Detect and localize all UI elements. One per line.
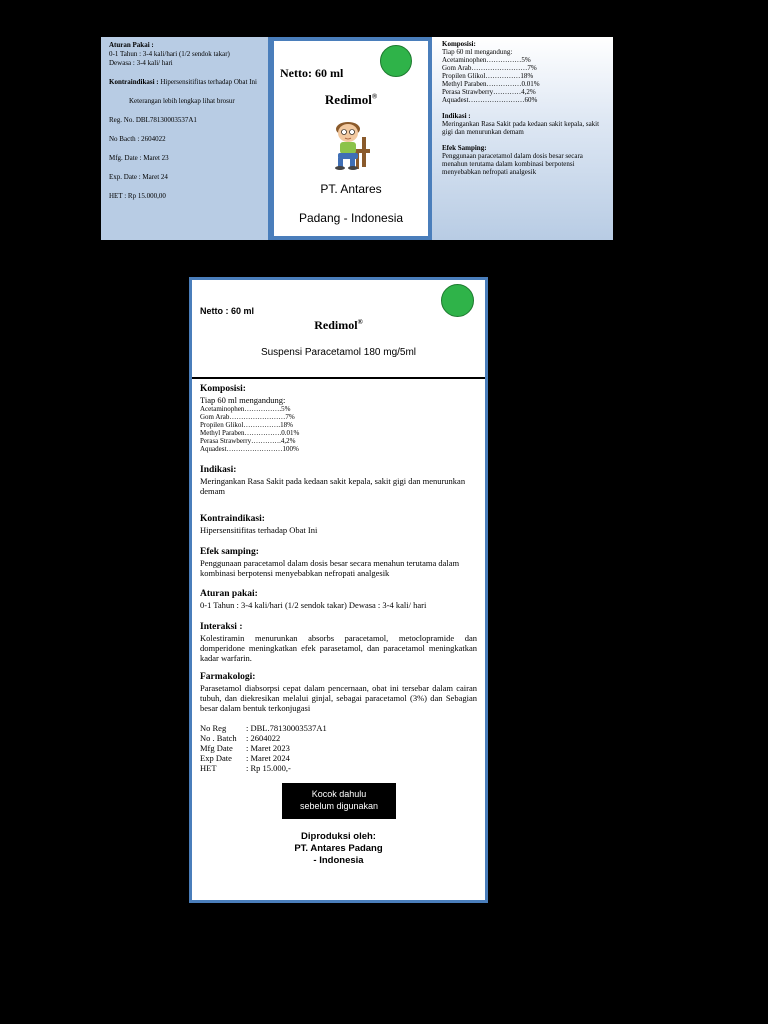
efek-section <box>200 547 477 578</box>
tiap-line: Tiap 60 ml mengandung: <box>442 48 513 56</box>
producer-line2: - Indonesia <box>313 855 364 866</box>
company-name: PT. Antares <box>320 182 382 196</box>
top-right-panel <box>432 37 613 240</box>
ingredient: Perasa Strawberry………….4,2% <box>200 437 296 445</box>
aturan-title: Aturan Pakai : <box>109 41 154 49</box>
farmakologi-section <box>200 672 477 713</box>
ingredient: Gom Arab……………………7% <box>442 64 537 72</box>
company-location: Padang - Indonesia <box>298 211 404 225</box>
producer-block <box>192 831 485 867</box>
shake-notice <box>282 783 396 819</box>
ingredient: Methyl Paraben……………0.01% <box>442 80 540 88</box>
brand-title: Redimol® <box>324 92 378 107</box>
bottom-label <box>189 277 488 903</box>
batch-number: No Bacth : 2604022 <box>109 135 166 143</box>
reg-number: Reg. No. DBL78130003537A1 <box>109 116 197 124</box>
indikasi-text: Meringankan Rasa Sakit pada kedaan sakit kepala, sakit gigi dan menurunkan demam <box>200 476 466 496</box>
info-row: HET : Rp 15.000,- <box>200 763 291 773</box>
interaksi-section <box>200 622 477 663</box>
kontra-text: Hipersensitifitas terhadap Obat Ini <box>200 525 318 535</box>
brosur-note: Keterangan lebih lengkap lihat brosur <box>129 97 235 105</box>
aturan-title: Aturan pakai: <box>200 589 258 599</box>
brand-title: Redimol® <box>314 318 363 332</box>
efek-title: Efek samping: <box>200 547 259 557</box>
efek-text: Penggunaan paracetamol dalam dosis besar secara menahun terutama dalam kombinasi berpotensi menyebabkan nefropati analgesik <box>442 152 583 176</box>
indikasi-title: Indikasi : <box>442 112 471 120</box>
info-table <box>200 723 477 773</box>
komposisi-title: Komposisi: <box>200 384 246 394</box>
producer-title: Diproduksi oleh: <box>301 831 376 842</box>
ingredient: Aquadest……………………60% <box>442 96 538 104</box>
komposisi-title: Komposisi: <box>442 40 476 48</box>
aturan-text: 0-1 Tahun : 3-4 kali/hari (1/2 sendok takar) Dewasa : 3-4 kali/ hari <box>200 600 427 610</box>
farma-title: Farmakologi: <box>200 672 256 682</box>
shake-line2: sebelum digunakan <box>299 801 379 811</box>
green-dot-icon <box>441 284 474 317</box>
info-row: No . Batch : 2604022 <box>200 733 281 743</box>
interaksi-title: Interaksi : <box>200 622 243 632</box>
efek-text: Penggunaan paracetamol dalam dosis besar secara menahun terutama dalam kombinasi berpotensi menyebabkan nefropati analgesik <box>200 558 460 578</box>
indikasi-text: Meringankan Rasa Sakit pada kedaan sakit kepala, sakit gigi dan menurunkan demam <box>442 120 600 136</box>
ingredient: Acetaminophen……………5% <box>442 56 531 64</box>
tiap-line: Tiap 60 ml mengandung: <box>200 395 286 405</box>
aturan-line2: Dewasa : 3-4 kali/ hari <box>109 59 173 67</box>
exp-date: Exp. Date : Maret 24 <box>109 173 168 181</box>
ingredient: Acetaminophen…………….5% <box>200 405 291 413</box>
top-center-panel <box>270 37 432 240</box>
shake-line1: Kocok dahulu <box>311 789 367 799</box>
ingredient: Methyl Paraben…………….0.01% <box>200 429 300 437</box>
mfg-date: Mfg. Date : Maret 23 <box>109 154 169 162</box>
komposisi-section <box>200 384 477 453</box>
kontra-section <box>200 514 477 535</box>
ingredient: Perasa Strawberry…………4,2% <box>442 88 536 96</box>
kontra-line: Kontraindikasi : Hipersensitifitas terhadap Obat Ini <box>109 78 257 86</box>
info-row: Mfg Date : Maret 2023 <box>200 743 290 753</box>
indikasi-section <box>200 465 477 496</box>
ingredient: Propilen Glikol…………….18% <box>200 421 293 429</box>
ingredient: Aquadest……………………100% <box>200 445 299 453</box>
netto-label: Netto : 60 ml <box>200 306 255 316</box>
efek-title: Efek Samping: <box>442 144 487 152</box>
netto-label: Netto: 60 ml <box>280 66 344 80</box>
kontra-title: Kontraindikasi: <box>200 514 265 524</box>
info-row: No Reg : DBL.78130003537A1 <box>200 723 327 733</box>
ingredient: Propilen Glikol……………18% <box>442 72 534 80</box>
aturan-section <box>200 589 477 610</box>
ingredient: Gom Arab……………………7% <box>200 413 295 421</box>
divider <box>192 377 485 379</box>
indikasi-title: Indikasi: <box>200 465 237 475</box>
aturan-line1: 0-1 Tahun : 3-4 kali/hari (1/2 sendok takar) <box>109 50 230 58</box>
interaksi-text: Kolestiramin menurunkan absorbs paracetamol, metoclopramide dan domperidone meningkatkan efek parasetamol, dan paracetamol meningkatkan kadar warfarin. <box>200 633 477 663</box>
child-illustration <box>328 119 376 171</box>
farma-text: Parasetamol diabsorpsi cepat dalam pencernaan, obat ini tersebar dalam cairan tubuh, dan diekresikan melalui ginjal, sebagai paracetamol (3%) dan Sebagian besar dalam bentuk terkonjugasi <box>200 683 477 713</box>
product-subtitle: Suspensi Paracetamol 180 mg/5ml <box>260 347 417 358</box>
producer-line1: PT. Antares Padang <box>294 843 383 854</box>
het-price: HET : Rp 15.000,00 <box>109 192 166 200</box>
info-row: Exp Date : Maret 2024 <box>200 753 290 763</box>
green-dot-icon <box>380 45 412 77</box>
top-left-panel <box>101 37 270 240</box>
